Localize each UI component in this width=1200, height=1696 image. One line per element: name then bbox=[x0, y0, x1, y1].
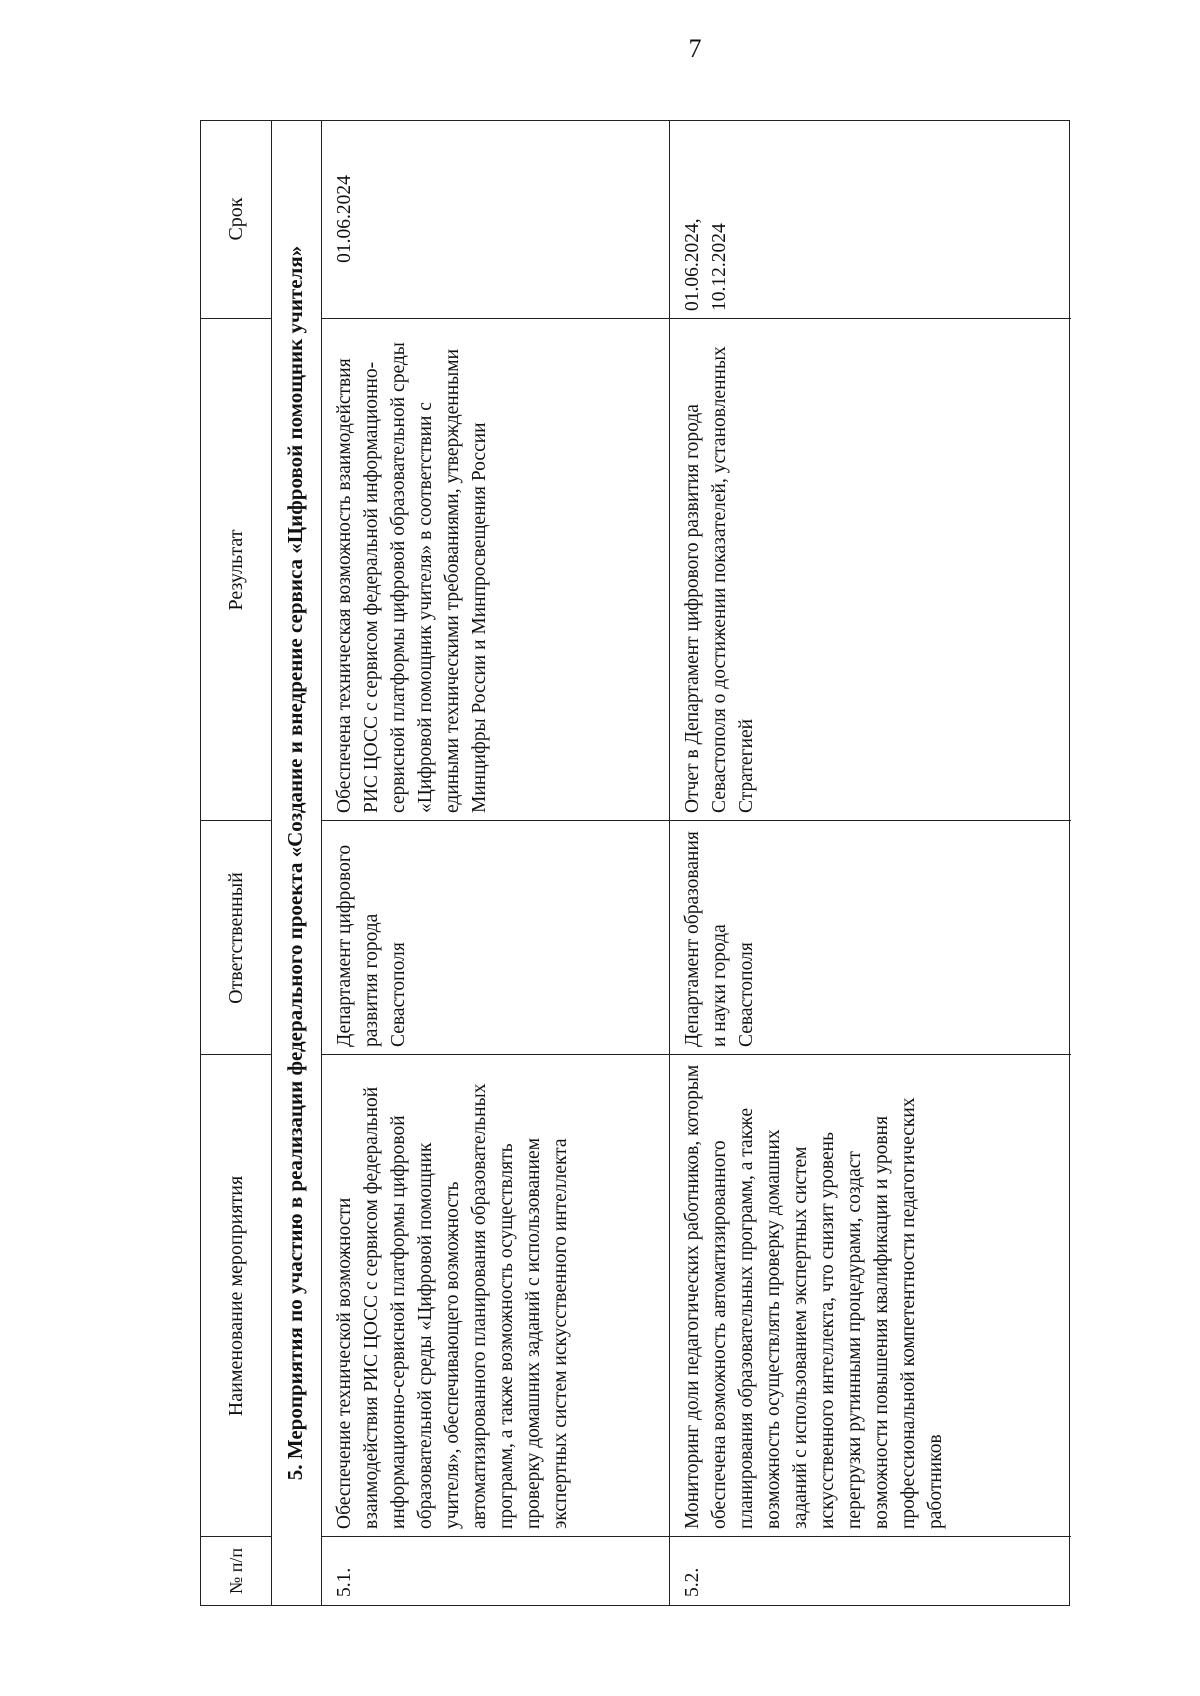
row1-name: Обеспечение технической возможности взаимодействия РИС ЦОСС с сервисом федеральной информационно-сервисной платформы цифровой образовательной среды «Цифровой помощник учителя», обеспечивающего возможность автоматизированного планирования образовательных программ, а также возможность осуществлять проверку домашних заданий с использованием экспертных систем искусственного интеллекта bbox=[334, 1083, 571, 1529]
header-responsible: Ответственный bbox=[225, 872, 247, 1004]
row1-deadline: 01.06.2024 bbox=[334, 175, 355, 263]
row2-num: 5.2. bbox=[682, 1567, 703, 1597]
row2-name: Мониторинг доли педагогических работников, которым обеспечена возможность автоматизированного планирования образовательных программ, а также возможность осуществлять проверку домашних заданий с использованием экспертных систем искусственного интеллекта, что снизит уровень перегрузки рутинными процедурами, создаст возможности повышения квалификации и уровня профессиональной компетентности педагогических работников bbox=[682, 1064, 946, 1529]
row2-deadline: 01.06.2024, 10.12.2024 bbox=[682, 218, 730, 311]
header-name: Наименование мероприятия bbox=[225, 1175, 247, 1417]
section-title: 5. Мероприятия по участию в реализации федерального проекта «Создание и внедрение сервиса «Цифровой помощник учителя» bbox=[283, 245, 307, 1481]
header-deadline: Срок bbox=[225, 197, 247, 241]
header-result: Результат bbox=[225, 529, 247, 611]
row2-result: Отчет в Департамент цифрового развития города Севастополя о достижении показателей, установленных Стратегией bbox=[682, 346, 757, 813]
row2-responsible: Департамент образования и науки города Севастополя bbox=[682, 831, 757, 1047]
table-grid bbox=[200, 120, 1070, 1606]
header-num: № п/п bbox=[226, 1548, 246, 1594]
row1-result: Обеспечена техническая возможность взаимодействия РИС ЦОСС с сервисом федеральной информационно-сервисной платформы цифровой образовательной среды «Цифровой помощник учителя» в соответствии с едиными техническими требованиями, утвержденными Минцифры России и Минпросвещения России bbox=[334, 342, 490, 813]
page-number: 7 bbox=[688, 34, 702, 63]
row1-responsible: Департамент цифрового развития города Севастополя bbox=[334, 844, 409, 1047]
row1-num: 5.1. bbox=[334, 1567, 355, 1597]
rotated-table bbox=[200, 120, 1070, 1606]
